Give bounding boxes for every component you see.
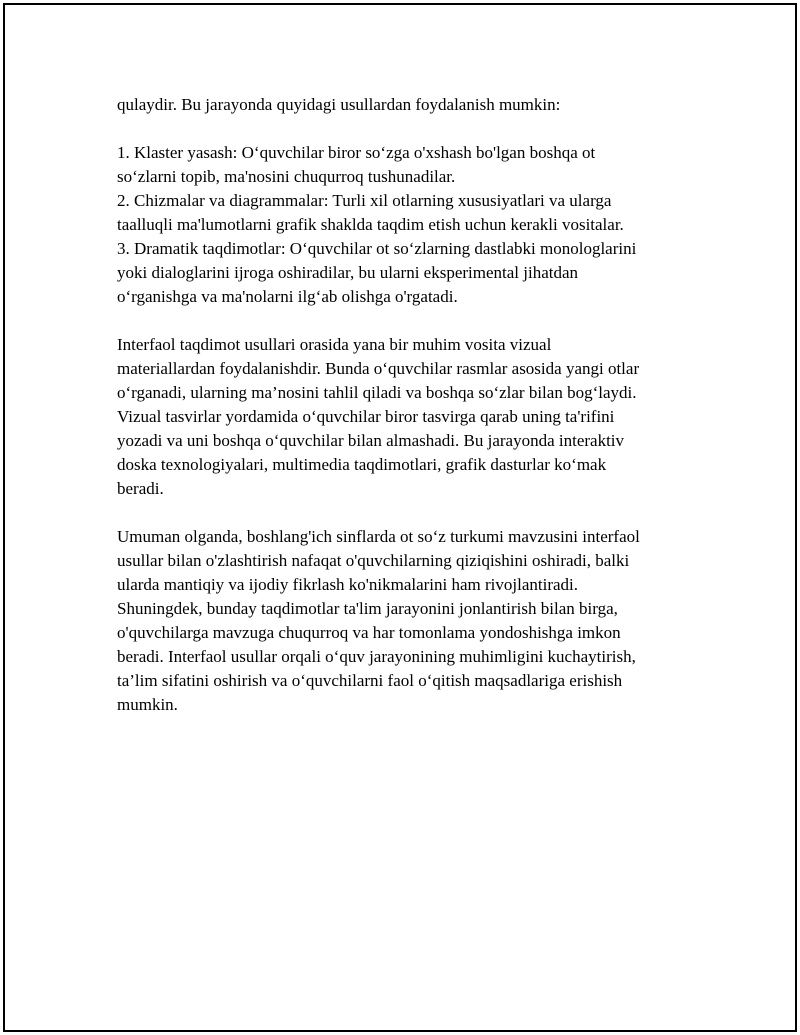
paragraph-line: usullar bilan o'zlashtirish nafaqat o'quvchilarning qiziqishini oshiradi, balki xyxy=(117,551,630,570)
paragraph-line: materiallardan foydalanishdir. Bunda o‘quvchilar rasmlar asosida yangi otlar xyxy=(117,359,640,378)
methods-list xyxy=(117,141,697,309)
visual-materials-paragraph xyxy=(117,333,697,501)
paragraph-line: doska texnologiyalari, multimedia taqdimotlari, grafik dasturlar ko‘mak xyxy=(117,455,607,474)
list-line: o‘rganishga va ma'nolarni ilg‘ab olishga o'rgatadi. xyxy=(117,287,458,306)
paragraph-line: yozadi va uni boshqa o‘quvchilar bilan almashadi. Bu jarayonda interaktiv xyxy=(117,431,625,450)
paragraph-line: o'quvchilarga mavzuga chuqurroq va har tomonlama yondoshishga imkon xyxy=(117,623,621,642)
paragraph-line: o‘rganadi, ularning ma’nosini tahlil qiladi va boshqa so‘zlar bilan bog‘laydi. xyxy=(117,383,637,402)
paragraph-line: Umuman olganda, boshlang'ich sinflarda ot so‘z turkumi mavzusini interfaol xyxy=(117,527,640,546)
paragraph-spacer xyxy=(117,117,697,141)
paragraph-line: ta’lim sifatini oshirish va o‘quvchilarni faol o‘qitish maqsadlariga erishish xyxy=(117,671,623,690)
paragraph-spacer xyxy=(117,309,697,333)
paragraph-line: Vizual tasvirlar yordamida o‘quvchilar biror tasvirga qarab uning ta'rifini xyxy=(117,407,615,426)
list-line: so‘zlarni topib, ma'nosini chuqurroq tushunadilar. xyxy=(117,167,456,186)
document-body xyxy=(117,93,697,717)
paragraph-spacer xyxy=(117,501,697,525)
paragraph-line: Shuningdek, bunday taqdimotlar ta'lim jarayonini jonlantirish bilan birga, xyxy=(117,599,618,618)
list-line: taalluqli ma'lumotlarni grafik shaklda taqdim etish uchun kerakli vositalar. xyxy=(117,215,624,234)
paragraph-line: Interfaol taqdimot usullari orasida yana bir muhim vosita vizual xyxy=(117,335,552,354)
paragraph-line: beradi. Interfaol usullar orqali o‘quv jarayonining muhimligini kuchaytirish, xyxy=(117,647,636,666)
paragraph-line: mumkin. xyxy=(117,695,178,714)
intro-paragraph: qulaydir. Bu jarayonda quyidagi usullardan foydalanish mumkin: xyxy=(117,95,561,114)
list-line: 3. Dramatik taqdimotlar: O‘quvchilar ot so‘zlarning dastlabki monologlarini xyxy=(117,239,637,258)
paragraph-line: ularda mantiqiy va ijodiy fikrlash ko'nikmalarini ham rivojlantiradi. xyxy=(117,575,579,594)
conclusion-paragraph xyxy=(117,525,697,717)
list-line: 2. Chizmalar va diagrammalar: Turli xil otlarning xususiyatlari va ularga xyxy=(117,191,612,210)
list-line: yoki dialoglarini ijroga oshiradilar, bu ularni eksperimental jihatdan xyxy=(117,263,579,282)
paragraph-line: beradi. xyxy=(117,479,164,498)
list-line: 1. Klaster yasash: O‘quvchilar biror so‘zga o'xshash bo'lgan boshqa ot xyxy=(117,143,596,162)
